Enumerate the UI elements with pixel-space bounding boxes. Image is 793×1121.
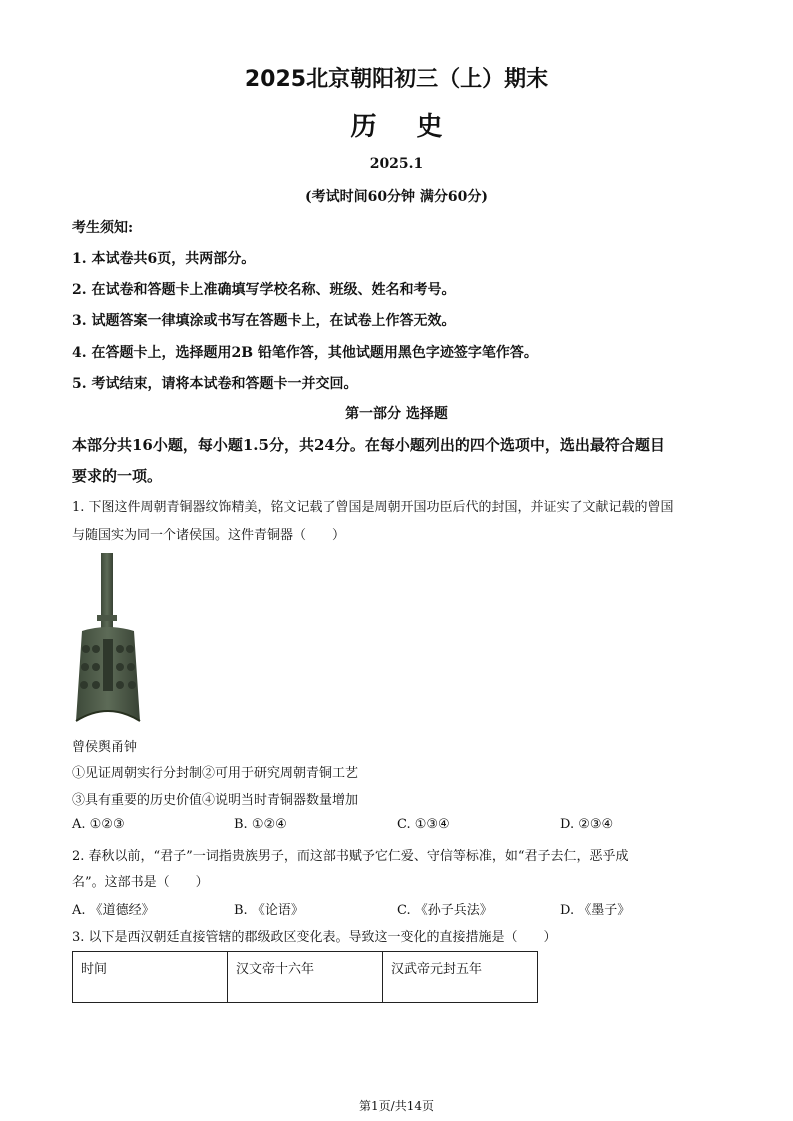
page-number: 第1页/共14页 [359,1099,434,1113]
instruction-item: 3. 试题答案一律填涂或书写在答题卡上，在试卷上作答无效。 [72,313,456,329]
subject-title: 历史 [350,112,483,142]
table-header-cell: 汉武帝元封五年 [383,952,538,1003]
question-2-text: 2. 春秋以前，“君子”一词指贵族男子，而这部书赋予它仁爱、守信等标准，如“君子去仁，恶乎成 [72,849,629,864]
option-d: D. 《墨子》 [560,903,631,918]
question-1-text: 1. 下图这件周朝青铜器纹饰精美，铭文记载了曾国是周朝开国功臣后代的封国，并证实了文献记载的曾国 [72,500,674,515]
exam-info: (考试时间60分钟 满分60分) [304,189,489,205]
exam-title: 2025北京朝阳初三（上）期末 [244,67,549,92]
section-title: 第一部分 选择题 [345,406,448,422]
image-caption: 曾侯舆甬钟 [72,740,138,755]
option-a: A. 《道德经》 [72,903,155,918]
question-1-text: 与随国实为同一个诸侯国。这件青铜器（ ） [72,528,346,543]
option-a: A. ①②③ [72,817,125,832]
section-description: 本部分共16小题，每小题1.5分，共24分。在每小题列出的四个选项中，选出最符合题目 [72,436,665,454]
section-description: 要求的一项。 [72,467,163,485]
instruction-item: 1. 本试卷共6页，共两部分。 [72,251,256,267]
bronze-bell-image [72,553,144,725]
table-header-cell: 时间 [73,952,228,1003]
instruction-item: 2. 在试卷和答题卡上准确填写学校名称、班级、姓名和考号。 [72,282,456,298]
question-2-text: 名”。这部书是（ ） [72,875,209,890]
table-row [73,952,538,1003]
option-b: B. 《论语》 [234,903,304,918]
option-c: C. ①③④ [397,817,450,832]
option-b: B. ①②④ [234,817,287,832]
table-header-cell: 汉文帝十六年 [228,952,383,1003]
exam-date: 2025.1 [369,156,424,172]
question-3-table [72,951,538,1003]
instruction-item: 4. 在答题卡上，选择题用2B 铅笔作答，其他试题用黑色字迹签字笔作答。 [72,345,538,361]
question-1-statements: ③具有重要的历史价值④说明当时青铜器数量增加 [72,793,359,808]
option-c: C. 《孙子兵法》 [397,903,493,918]
option-d: D. ②③④ [560,817,614,832]
question-1-statements: ①见证周朝实行分封制②可用于研究周朝青铜工艺 [72,766,359,781]
instructions-heading: 考生须知: [72,220,134,236]
question-3-text: 3. 以下是西汉朝廷直接管辖的郡级政区变化表。导致这一变化的直接措施是（ ） [72,930,557,945]
instruction-item: 5. 考试结束，请将本试卷和答题卡一并交回。 [72,376,358,392]
